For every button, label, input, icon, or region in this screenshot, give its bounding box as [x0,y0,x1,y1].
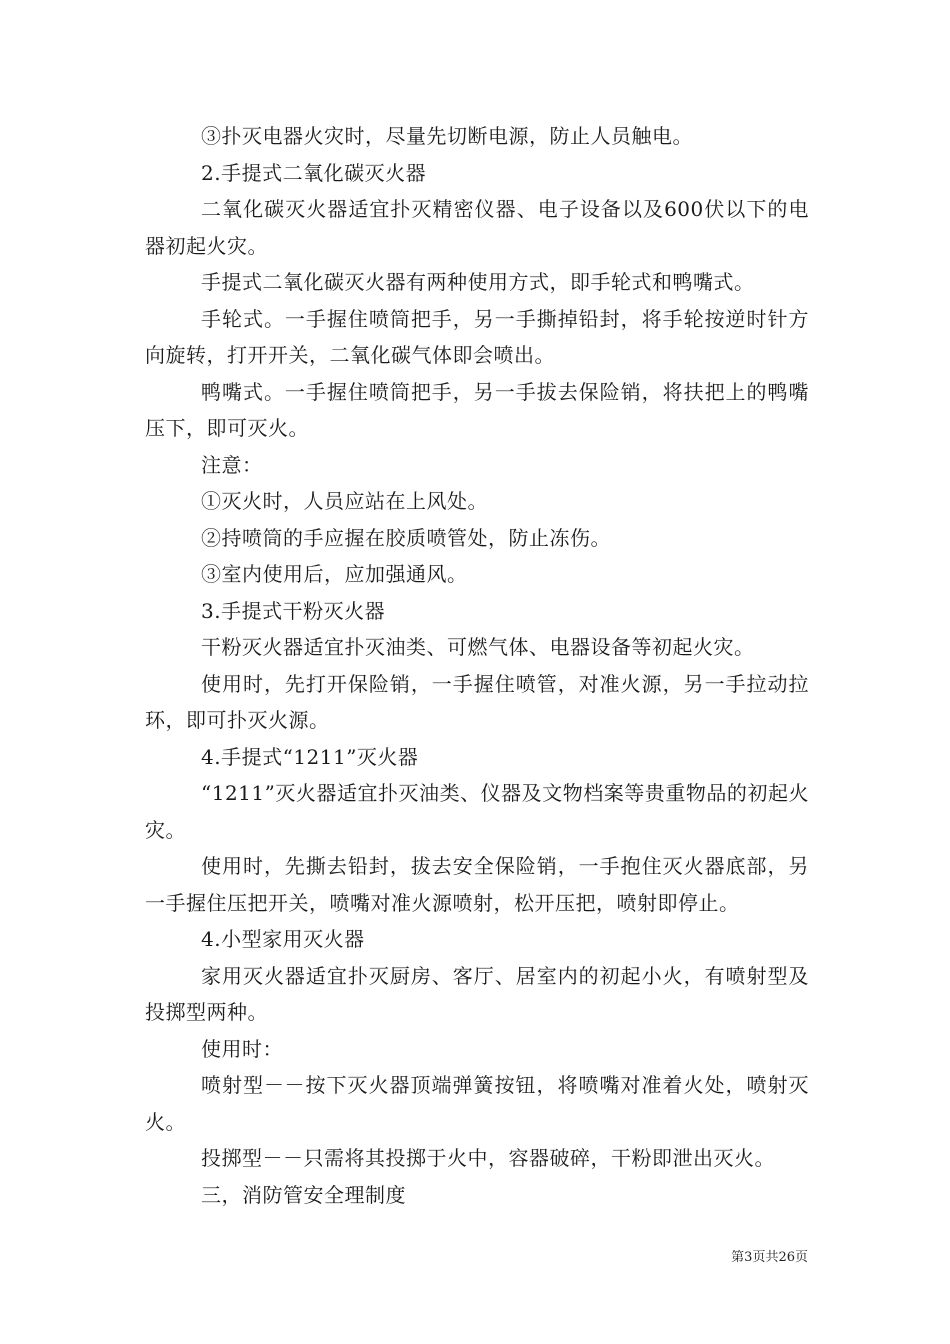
paragraph: 手提式二氧化碳灭火器有两种使用方式，即手轮式和鸭嘴式。 [201,270,755,294]
note-item: ③室内使用后，应加强通风。 [201,562,468,586]
chapter-heading: 三，消防管安全理制度 [201,1182,406,1207]
paragraph: 使用时： [201,1036,283,1061]
paragraph: 投掷型－－只需将其投掷于火中，容器破碎，干粉即泄出灭火。 [201,1146,775,1170]
paragraph: “1211”灭火器适宜扑灭油类、仪器及文物档案等贵重物品的初起火灾。 [145,781,809,842]
paragraph: 喷射型－－按下灭火器顶端弹簧按钮，将喷嘴对准着火处，喷射灭火。 [145,1073,809,1134]
note-label: 注意： [201,452,263,477]
section-heading: 2.手提式二氧化碳灭火器 [201,160,427,185]
paragraph: 使用时，先打开保险销，一手握住喷管，对准火源，另一手拉动拉环，即可扑灭火源。 [145,671,809,732]
paragraph: 干粉灭火器适宜扑灭油类、可燃气体、电器设备等初起火灾。 [201,635,755,659]
note-item: ①灭火时，人员应站在上风处。 [201,489,488,513]
paragraph: 鸭嘴式。一手握住喷筒把手，另一手拔去保险销，将扶把上的鸭嘴压下，即可灭火。 [145,379,809,440]
paragraph: ③扑灭电器火灾时，尽量先切断电源，防止人员触电。 [201,124,693,148]
section-heading: 4.小型家用灭火器 [201,927,365,951]
paragraph: 家用灭火器适宜扑灭厨房、客厅、居室内的初起小火，有喷射型及投掷型两种。 [145,963,809,1024]
section-heading: 3.手提式干粉灭火器 [201,598,386,623]
page-number: 第3页共26页 [731,1250,808,1265]
note-item: ②持喷筒的手应握在胶质喷管处，防止冻伤。 [201,525,611,550]
paragraph: 使用时，先撕去铅封，拔去安全保险销，一手抱住灭火器底部，另一手握住压把开关，喷嘴对准火源喷射，松开压把，喷射即停止。 [145,854,809,915]
paragraph: 手轮式。一手握住喷筒把手，另一手撕掉铅封，将手轮按逆时针方向旋转，打开开关，二氧化碳气体即会喷出。 [145,306,809,367]
section-heading: 4.手提式“1211”灭火器 [201,744,419,769]
document-body [145,118,809,1213]
paragraph: 二氧化碳灭火器适宜扑灭精密仪器、电子设备以及600伏以下的电器初起火灾。 [145,197,809,258]
